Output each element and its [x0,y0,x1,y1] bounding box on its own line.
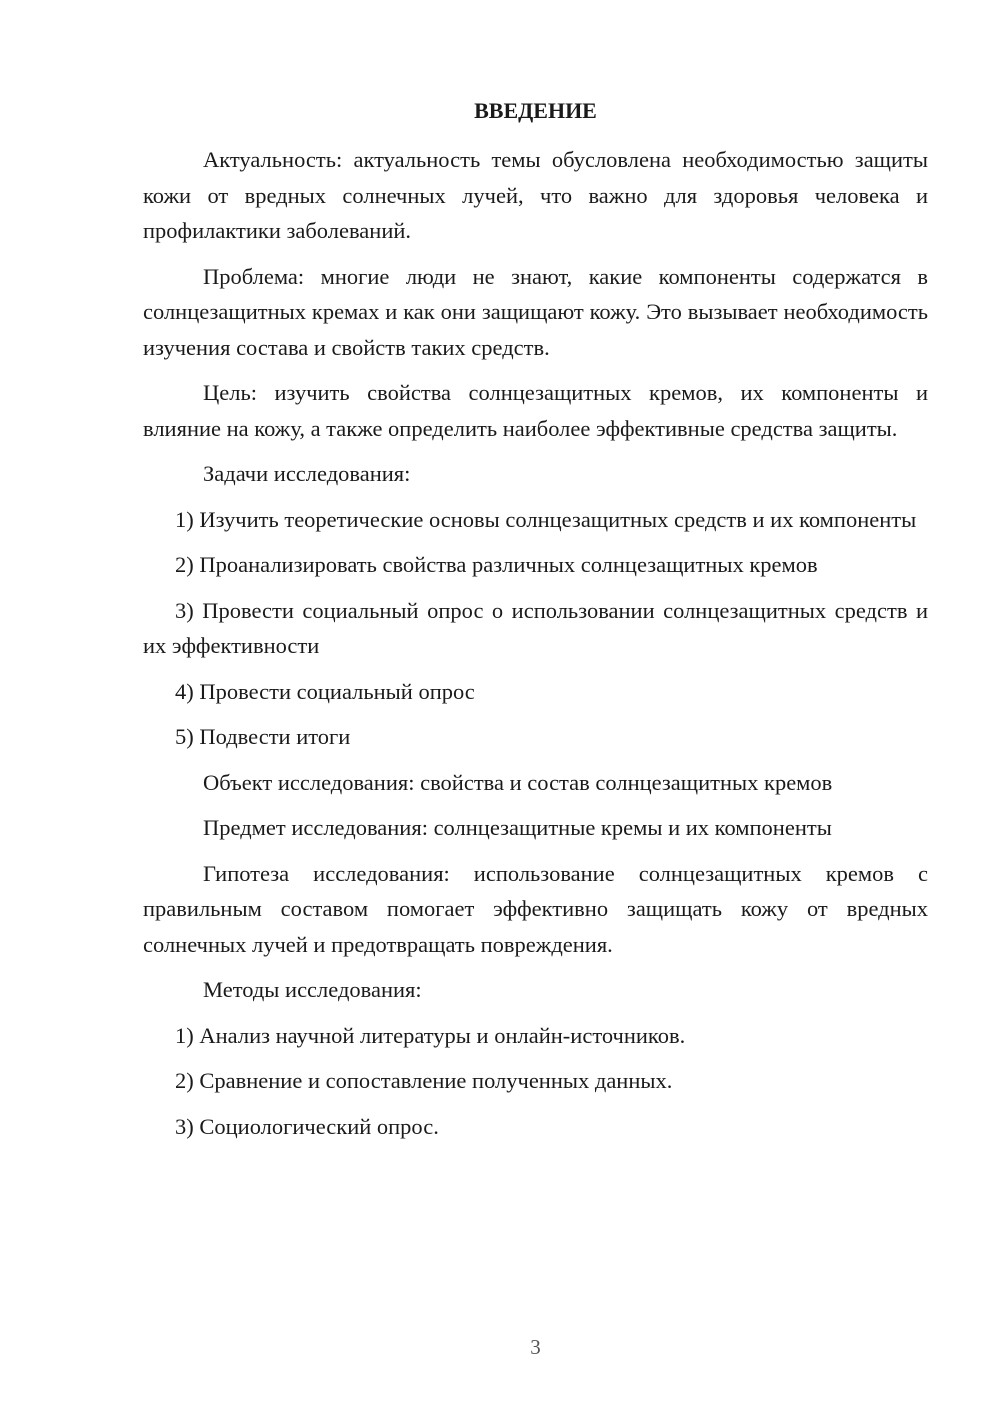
paragraph-tasks-heading: Задачи исследования: [203,461,411,486]
paragraph-hypothesis: Гипотеза исследования: использование солнцезащитных кремов с правильным составом помогает эффективно защищать кожу от вредных солнечных лучей и предотвращать повреждения. [143,860,928,957]
method-item: 1) Анализ научной литературы и онлайн-источников. [175,1022,686,1048]
paragraph-problem: Проблема: многие люди не знают, какие компоненты содержатся в солнцезащитных кремах и как они защищают кожу. Это вызывает необходимость изучения состава и свойств таких средств. [143,263,928,360]
page-number: 3 [530,1335,541,1359]
document-page [143,0,928,1414]
task-item: 2) Проанализировать свойства различных солнцезащитных кремов [175,552,818,577]
task-item: 1) Изучить теоретические основы солнцезащитных средств и их компоненты [175,506,917,532]
task-item: 4) Провести социальный опрос [175,678,475,704]
paragraph-subject: Предмет исследования: солнцезащитные кремы и их компоненты [203,815,832,840]
document-title: ВВЕДЕНИЕ [474,98,597,123]
paragraph-object: Объект исследования: свойства и состав солнцезащитных кремов [203,769,833,795]
paragraph-methods-heading: Методы исследования: [203,977,422,1002]
method-item: 3) Социологический опрос. [175,1113,439,1139]
document-body [143,142,928,1154]
task-item: 3) Провести социальный опрос о использовании солнцезащитных средств и их эффективности [143,597,928,658]
task-item: 5) Подвести итоги [175,724,351,749]
method-item: 2) Сравнение и сопоставление полученных данных. [175,1068,673,1093]
paragraph-relevance: Актуальность: актуальность темы обусловлена необходимостью защиты кожи от вредных солнечных лучей, что важно для здоровья человека и профилактики заболеваний. [143,147,928,243]
paragraph-goal: Цель: изучить свойства солнцезащитных кремов, их компоненты и влияние на кожу, а также определить наиболее эффективные средства защиты. [143,380,928,441]
